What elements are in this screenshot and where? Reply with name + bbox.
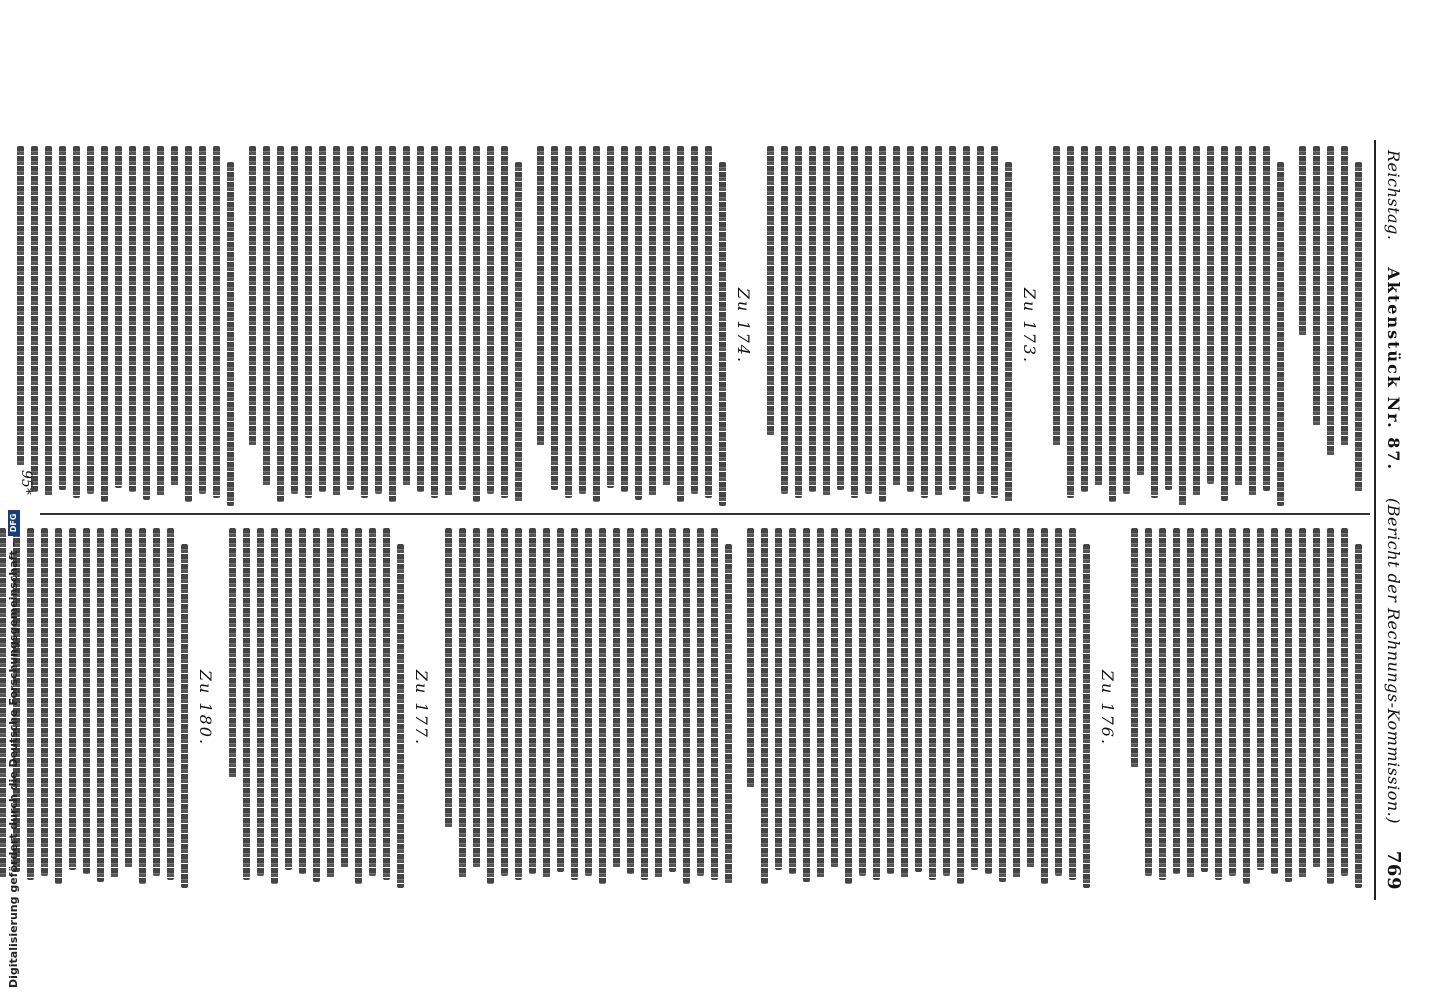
text-line bbox=[1078, 146, 1092, 506]
text-line bbox=[842, 528, 856, 888]
text-line bbox=[210, 146, 224, 506]
text-line bbox=[898, 528, 912, 888]
text-line bbox=[1092, 146, 1106, 506]
text-line bbox=[1198, 528, 1212, 888]
dfg-logo-icon: DFG bbox=[8, 510, 20, 536]
text-line bbox=[596, 528, 610, 888]
text-line bbox=[982, 528, 996, 888]
text-line bbox=[862, 146, 876, 506]
text-line bbox=[394, 528, 408, 888]
text-line bbox=[154, 146, 168, 506]
text-line bbox=[1282, 528, 1296, 888]
left-column bbox=[6, 146, 1366, 506]
signature-mark: 95* bbox=[18, 470, 34, 495]
text-line bbox=[42, 146, 56, 506]
text-line bbox=[1232, 146, 1246, 506]
text-line bbox=[414, 146, 428, 506]
text-line bbox=[1162, 146, 1176, 506]
text-line bbox=[1038, 528, 1052, 888]
text-line bbox=[884, 528, 898, 888]
section-heading: Zu 173. bbox=[1020, 287, 1039, 365]
header-right: (Bericht der Rechnungs-Kommission.) bbox=[1384, 498, 1403, 824]
text-line bbox=[1352, 146, 1366, 506]
text-line bbox=[856, 528, 870, 888]
text-line bbox=[178, 528, 192, 888]
text-line bbox=[1010, 528, 1024, 888]
text-line bbox=[498, 146, 512, 506]
text-line bbox=[946, 146, 960, 506]
text-line bbox=[996, 528, 1010, 888]
text-line bbox=[638, 528, 652, 888]
text-line bbox=[666, 528, 680, 888]
text-line bbox=[1184, 528, 1198, 888]
text-line bbox=[1066, 528, 1080, 888]
text-line bbox=[254, 528, 268, 888]
text-line bbox=[960, 146, 974, 506]
text-line bbox=[512, 146, 526, 506]
text-line bbox=[806, 146, 820, 506]
text-line bbox=[618, 146, 632, 506]
text-line bbox=[568, 528, 582, 888]
text-line bbox=[66, 528, 80, 888]
text-line bbox=[974, 146, 988, 506]
text-line bbox=[800, 528, 814, 888]
text-line bbox=[632, 146, 646, 506]
body-paragraph bbox=[442, 528, 736, 888]
section-heading: Zu 174. bbox=[734, 287, 753, 365]
text-line bbox=[1080, 528, 1094, 888]
text-line bbox=[498, 528, 512, 888]
text-line bbox=[1052, 528, 1066, 888]
text-line bbox=[1254, 528, 1268, 888]
text-line bbox=[246, 146, 260, 506]
running-header bbox=[1380, 150, 1404, 890]
text-line bbox=[94, 528, 108, 888]
text-line bbox=[316, 146, 330, 506]
text-line bbox=[1324, 528, 1338, 888]
text-line bbox=[912, 528, 926, 888]
text-line bbox=[1218, 146, 1232, 506]
text-line bbox=[164, 528, 178, 888]
text-line bbox=[38, 528, 52, 888]
right-column bbox=[0, 528, 1366, 888]
text-line bbox=[112, 146, 126, 506]
text-line bbox=[52, 528, 66, 888]
text-line bbox=[288, 146, 302, 506]
text-line bbox=[296, 528, 310, 888]
text-line bbox=[576, 146, 590, 506]
text-line bbox=[540, 528, 554, 888]
text-line bbox=[954, 528, 968, 888]
text-line bbox=[940, 528, 954, 888]
text-line bbox=[870, 528, 884, 888]
text-line bbox=[680, 528, 694, 888]
text-line bbox=[84, 146, 98, 506]
text-line bbox=[904, 146, 918, 506]
section-heading: Zu 176. bbox=[1098, 669, 1117, 747]
text-line bbox=[470, 528, 484, 888]
text-line bbox=[1134, 146, 1148, 506]
text-line bbox=[1310, 528, 1324, 888]
text-line bbox=[554, 528, 568, 888]
text-line bbox=[282, 528, 296, 888]
text-line bbox=[1240, 528, 1254, 888]
text-line bbox=[1002, 146, 1016, 506]
text-line bbox=[1296, 528, 1310, 888]
text-line bbox=[1352, 528, 1366, 888]
text-line bbox=[744, 528, 758, 888]
text-line bbox=[126, 146, 140, 506]
text-line bbox=[70, 146, 84, 506]
text-line bbox=[926, 528, 940, 888]
text-line bbox=[1170, 528, 1184, 888]
text-line bbox=[1050, 146, 1064, 506]
text-line bbox=[484, 528, 498, 888]
text-line bbox=[582, 528, 596, 888]
text-line bbox=[590, 146, 604, 506]
text-line bbox=[98, 146, 112, 506]
text-line bbox=[534, 146, 548, 506]
text-line bbox=[1142, 528, 1156, 888]
text-line bbox=[484, 146, 498, 506]
text-line bbox=[122, 528, 136, 888]
text-line bbox=[526, 528, 540, 888]
column-divider bbox=[40, 513, 1370, 515]
text-line bbox=[688, 146, 702, 506]
text-line bbox=[136, 528, 150, 888]
text-line bbox=[512, 528, 526, 888]
header-center: Aktenstück Nr. 87. bbox=[1384, 267, 1403, 472]
text-line bbox=[660, 146, 674, 506]
text-line bbox=[330, 146, 344, 506]
text-line bbox=[778, 146, 792, 506]
text-line bbox=[1212, 528, 1226, 888]
text-line bbox=[224, 146, 238, 506]
text-line bbox=[302, 146, 316, 506]
text-line bbox=[722, 528, 736, 888]
text-line bbox=[274, 146, 288, 506]
text-line bbox=[758, 528, 772, 888]
text-line bbox=[1246, 146, 1260, 506]
text-line bbox=[80, 528, 94, 888]
text-line bbox=[344, 146, 358, 506]
text-line bbox=[624, 528, 638, 888]
text-line bbox=[716, 146, 730, 506]
body-paragraph bbox=[246, 146, 526, 506]
text-line bbox=[646, 146, 660, 506]
text-line bbox=[226, 528, 240, 888]
text-line bbox=[876, 146, 890, 506]
text-line bbox=[380, 528, 394, 888]
text-line bbox=[610, 528, 624, 888]
text-line bbox=[932, 146, 946, 506]
text-line bbox=[786, 528, 800, 888]
text-line bbox=[196, 146, 210, 506]
section-heading: Zu 177. bbox=[412, 669, 431, 747]
text-line bbox=[1260, 146, 1274, 506]
text-line bbox=[1156, 528, 1170, 888]
text-line bbox=[456, 146, 470, 506]
text-line bbox=[260, 146, 274, 506]
text-line bbox=[352, 528, 366, 888]
text-line bbox=[324, 528, 338, 888]
text-line bbox=[1128, 528, 1142, 888]
text-line bbox=[702, 146, 716, 506]
digitization-credit bbox=[7, 8, 20, 988]
text-line bbox=[1204, 146, 1218, 506]
text-line bbox=[240, 528, 254, 888]
text-line bbox=[366, 528, 380, 888]
text-line bbox=[792, 146, 806, 506]
text-line bbox=[108, 528, 122, 888]
body-paragraph bbox=[14, 146, 238, 506]
text-line bbox=[310, 528, 324, 888]
text-line bbox=[988, 146, 1002, 506]
text-line bbox=[358, 146, 372, 506]
text-line bbox=[150, 528, 164, 888]
page-number: 769 bbox=[1383, 850, 1404, 890]
header-rule bbox=[1374, 140, 1376, 900]
text-line bbox=[182, 146, 196, 506]
body-paragraph bbox=[1050, 146, 1288, 506]
text-line bbox=[400, 146, 414, 506]
text-line bbox=[1148, 146, 1162, 506]
text-line bbox=[428, 146, 442, 506]
text-line bbox=[168, 146, 182, 506]
text-line bbox=[372, 146, 386, 506]
header-left: Reichstag. bbox=[1384, 150, 1403, 241]
body-paragraph bbox=[226, 528, 408, 888]
text-line bbox=[772, 528, 786, 888]
text-line bbox=[674, 146, 688, 506]
text-line bbox=[652, 528, 666, 888]
text-line bbox=[1064, 146, 1078, 506]
text-line bbox=[828, 528, 842, 888]
text-line bbox=[1324, 146, 1338, 506]
body-paragraph bbox=[0, 528, 192, 888]
text-line bbox=[1024, 528, 1038, 888]
section-heading: Zu 180. bbox=[196, 669, 215, 747]
text-line bbox=[1338, 528, 1352, 888]
text-line bbox=[1296, 146, 1310, 506]
text-line bbox=[456, 528, 470, 888]
body-paragraph bbox=[1128, 528, 1366, 888]
text-line bbox=[28, 146, 42, 506]
text-line bbox=[1176, 146, 1190, 506]
text-line bbox=[1190, 146, 1204, 506]
text-line bbox=[1226, 528, 1240, 888]
text-line bbox=[694, 528, 708, 888]
text-line bbox=[562, 146, 576, 506]
body-paragraph bbox=[1296, 146, 1366, 506]
text-line bbox=[442, 528, 456, 888]
body-paragraph bbox=[764, 146, 1016, 506]
credit-text: Digitalisierung gefördert durch die Deutsche Forschungsgemeinschaft - bbox=[7, 541, 20, 988]
credit-sidebar bbox=[0, 0, 24, 1000]
text-line bbox=[1268, 528, 1282, 888]
text-line bbox=[56, 146, 70, 506]
text-line bbox=[814, 528, 828, 888]
text-line bbox=[708, 528, 722, 888]
text-line bbox=[548, 146, 562, 506]
text-line bbox=[1338, 146, 1352, 506]
body-paragraph bbox=[534, 146, 730, 506]
text-line bbox=[470, 146, 484, 506]
text-line bbox=[1274, 146, 1288, 506]
text-line bbox=[1106, 146, 1120, 506]
text-line bbox=[848, 146, 862, 506]
text-line bbox=[24, 528, 38, 888]
text-line bbox=[442, 146, 456, 506]
text-line bbox=[834, 146, 848, 506]
text-line bbox=[338, 528, 352, 888]
text-line bbox=[764, 146, 778, 506]
text-line bbox=[386, 146, 400, 506]
text-line bbox=[268, 528, 282, 888]
text-line bbox=[890, 146, 904, 506]
text-line bbox=[1310, 146, 1324, 506]
body-paragraph bbox=[744, 528, 1094, 888]
text-line bbox=[604, 146, 618, 506]
text-line bbox=[1120, 146, 1134, 506]
text-line bbox=[918, 146, 932, 506]
text-line bbox=[140, 146, 154, 506]
text-line bbox=[820, 146, 834, 506]
text-line bbox=[968, 528, 982, 888]
